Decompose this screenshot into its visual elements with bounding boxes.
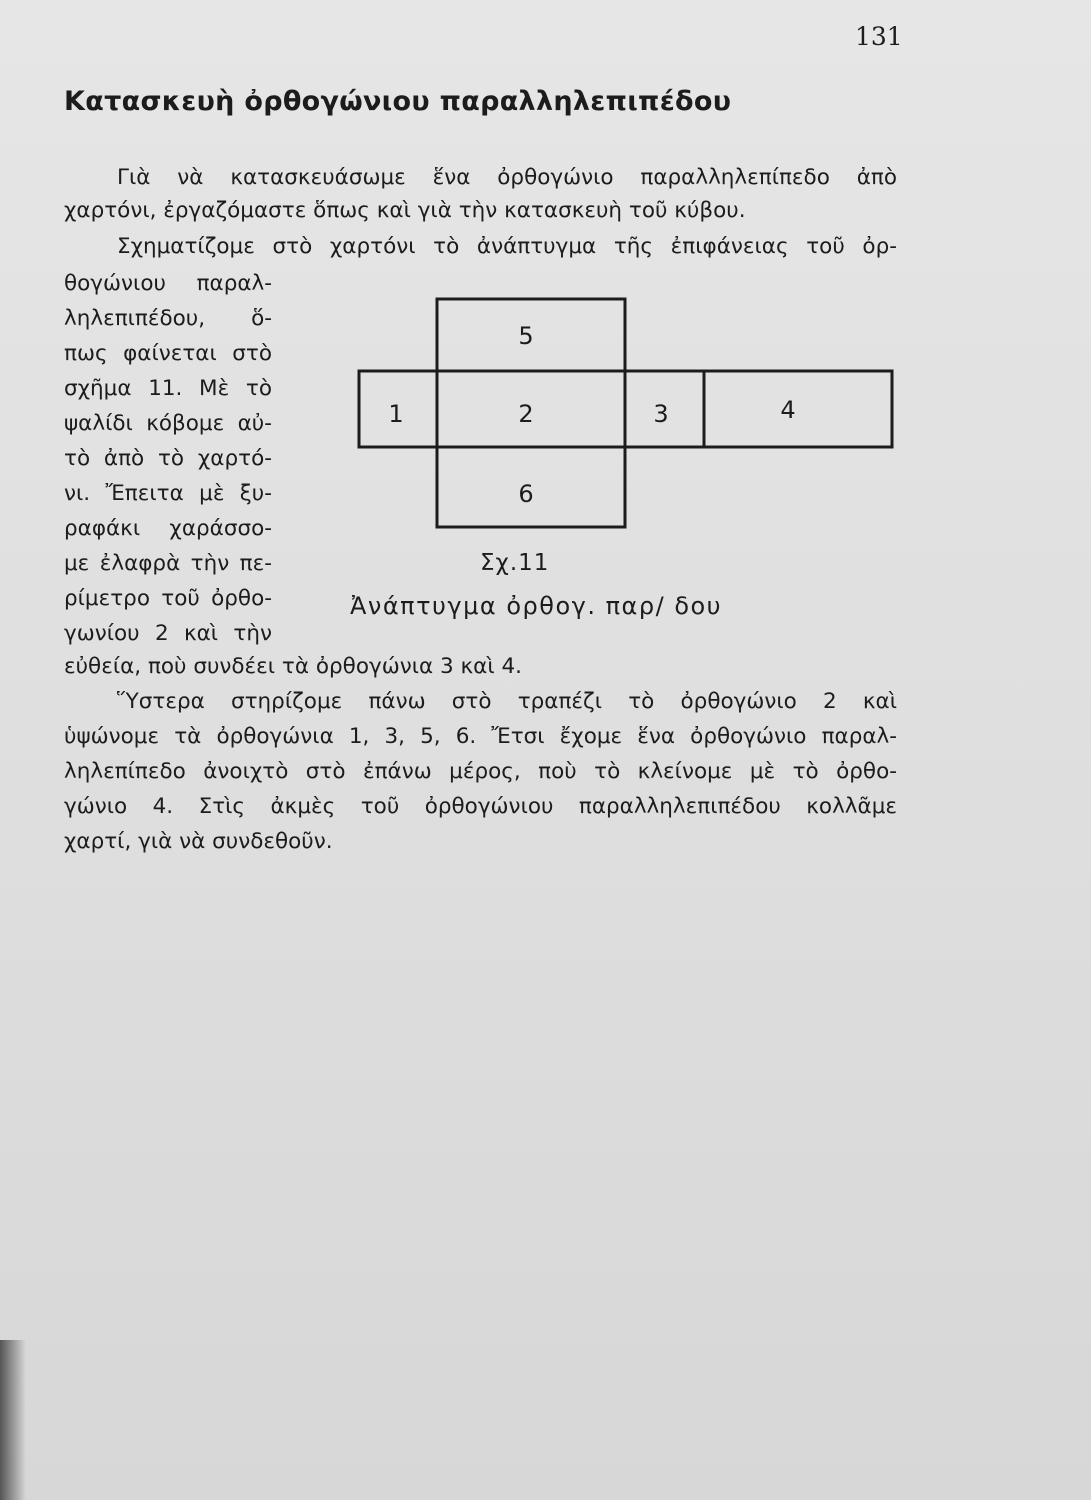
face-label-1: 1 — [388, 400, 404, 428]
paragraph1-line-1: Γιὰ νὰ κατασκευάσωμε ἕνα ὀρθογώνιο παραλληλεπίπεδο ἀπὸ — [117, 165, 897, 190]
paragraph2-side-line: σχῆμα 11. Μὲ τὸ — [64, 376, 272, 401]
paragraph3-line-2: ὑψώνομε τὰ ὀρθογώνια 1, 3, 5, 6. Ἔτσι ἔχομε ἕνα ὀρθογώνιο παραλ- — [64, 724, 897, 749]
face-label-3: 3 — [653, 400, 669, 428]
section-title: Κατασκευὴ ὀρθογώνιου παραλληλεπιπέδου — [64, 86, 732, 117]
page-number: 131 — [855, 22, 903, 51]
paragraph2-side-line: ραφάκι χαράσσο- — [64, 516, 272, 541]
paragraph2-line-1: Σχηματίζομε στὸ χαρτόνι τὸ ἀνάπτυγμα τῆς ἐπιφάνειας τοῦ ὀρ- — [117, 234, 897, 259]
face-label-5: 5 — [518, 322, 534, 350]
page-edge-shadow — [0, 1340, 26, 1500]
face-label-2: 2 — [518, 400, 534, 428]
face-label-6: 6 — [518, 480, 534, 508]
paragraph2-side-line: ληλεπιπέδου, ὅ- — [64, 306, 272, 331]
paragraph3-line-5: χαρτί, γιὰ νὰ συνδεθοῦν. — [64, 829, 333, 854]
face-label-4: 4 — [780, 396, 796, 424]
paragraph3-line-1: Ὕστερα στηρίζομε πάνω στὸ τραπέζι τὸ ὀρθογώνιο 2 καὶ — [117, 689, 897, 714]
paragraph2-side-line: τὸ ἀπὸ τὸ χαρτό- — [64, 446, 272, 471]
paragraph1-line-2: χαρτόνι, ἐργαζόμαστε ὅπως καὶ γιὰ τὴν κατασκευὴ τοῦ κύβου. — [64, 198, 746, 223]
paragraph2-side-line: ψαλίδι κόβομε αὐ- — [64, 411, 272, 436]
paragraph2-side-line: πως φαίνεται στὸ — [64, 341, 272, 366]
paragraph3-line-3: ληλεπίπεδο ἀνοιχτὸ στὸ ἐπάνω μέρος, ποὺ τὸ κλείνομε μὲ τὸ ὀρθο- — [64, 759, 897, 784]
paragraph2-side-line: γωνίου 2 καὶ τὴν — [64, 621, 272, 646]
paragraph2-side-line: νι. Ἔπειτα μὲ ξυ- — [64, 481, 272, 506]
paragraph2-last-line: εὐθεία, ποὺ συνδέει τὰ ὀρθογώνια 3 καὶ 4. — [64, 654, 522, 679]
figure-net — [356, 296, 896, 530]
paragraph2-side-line: με ἐλαφρὰ τὴν πε- — [64, 551, 272, 576]
figure-caption: Σχ.11 — [480, 550, 550, 576]
figure-caption-title: Ἀνάπτυγμα ὀρθογ. παρ/ δου — [350, 592, 723, 620]
paragraph2-side-line: ρίμετρο τοῦ ὀρθο- — [64, 586, 272, 611]
net-diagram — [356, 296, 896, 530]
paragraph3-line-4: γώνιο 4. Στὶς ἀκμὲς τοῦ ὀρθογώνιου παραλληλεπιπέδου κολλᾶμε — [64, 794, 897, 819]
paragraph2-side-line: θογώνιου παραλ- — [64, 271, 272, 296]
